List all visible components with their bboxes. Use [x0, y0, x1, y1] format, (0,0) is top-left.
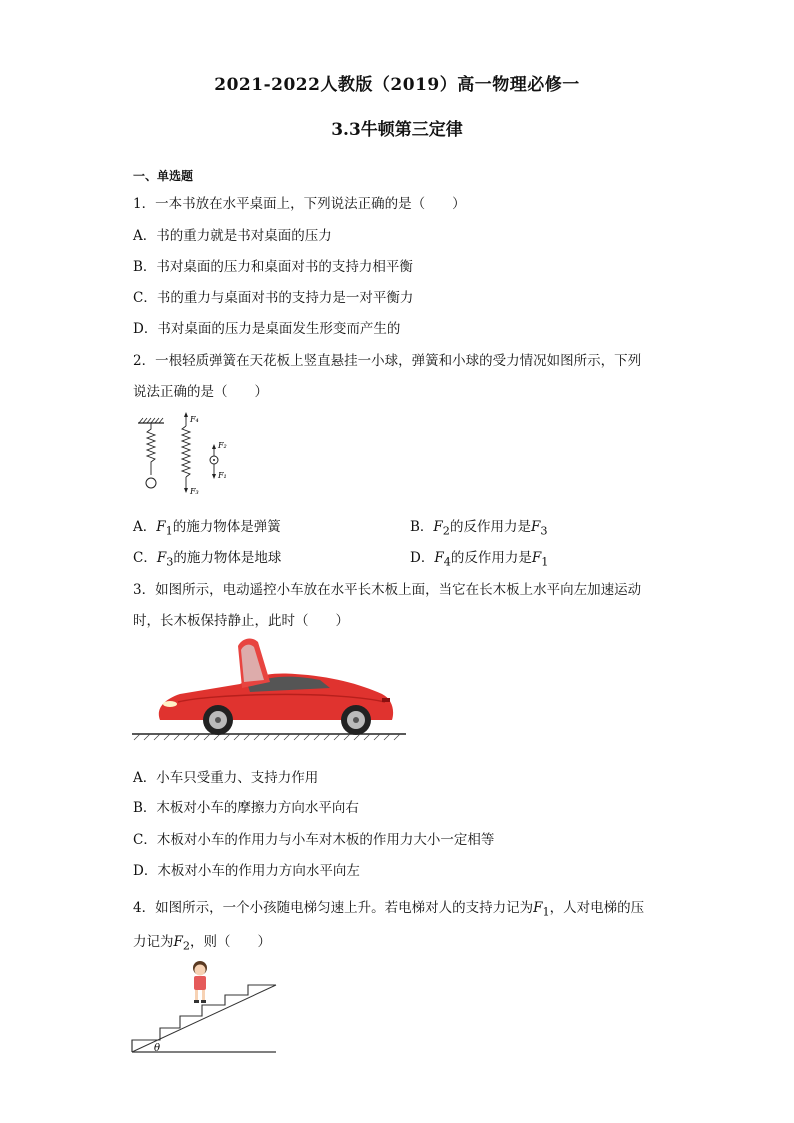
q4-stem-line2: 力记为$F_2$，则（ ） [133, 934, 272, 953]
spring-ball-force-diagram [130, 410, 240, 500]
q2-option-c: C．$F_3$的施力物体是地球 [133, 550, 282, 569]
q3-option-d: D．木板对小车的作用力方向水平向左 [133, 863, 360, 879]
q3-option-c: C．木板对小车的作用力与小车对木板的作用力大小一定相等 [133, 832, 495, 848]
q1-option-d: D．书对桌面的压力是桌面发生形变而产生的 [133, 321, 401, 337]
q3-stem-line1: 3．如图所示，电动遥控小车放在水平长木板上面，当它在长木板上水平向左加速运动 [133, 582, 642, 598]
child-icon [193, 961, 207, 1003]
document-subtitle: 3.3牛顿第三定律 [331, 120, 463, 140]
q2-stem-line1: 2．一根轻质弹簧在天花板上竖直悬挂一小球，弹簧和小球的受力情况如图所示，下列 [133, 353, 642, 369]
escalator-child-figure [130, 955, 280, 1060]
q2-option-a: A．$F_1$的施力物体是弹簧 [133, 519, 281, 538]
angle-theta-label: θ [154, 1043, 161, 1054]
q2-option-d: D．$F_4$的反作用力是$F_1$ [410, 550, 549, 569]
q2-option-b: B．$F_2$的反作用力是$F_3$ [410, 519, 548, 538]
section-heading: 一、单选题 [133, 169, 194, 183]
label-f3: F₃ [190, 487, 199, 496]
q3-option-a: A．小车只受重力、支持力作用 [133, 770, 319, 786]
q2-stem-line2: 说法正确的是（ ） [133, 384, 268, 400]
red-toy-car-on-board-figure [130, 632, 410, 747]
q4-stem-line1: 4．如图所示，一个小孩随电梯匀速上升。若电梯对人的支持力记为$F_1$，人对电梯的压 [133, 900, 645, 919]
q3-option-b: B．木板对小车的摩擦力方向水平向右 [133, 800, 359, 816]
q1-stem: 1．一本书放在水平桌面上，下列说法正确的是（ ） [133, 196, 466, 212]
label-f2: F₂ [218, 441, 227, 450]
q3-stem-line2: 时，长木板保持静止，此时（ ） [133, 613, 349, 629]
label-f1: F₁ [218, 471, 227, 480]
q1-option-b: B．书对桌面的压力和桌面对书的支持力相平衡 [133, 259, 413, 275]
label-f4: F₄ [190, 415, 199, 424]
q1-option-c: C．书的重力与桌面对书的支持力是一对平衡力 [133, 290, 414, 306]
document-title: 2021-2022人教版（2019）高一物理必修一 [214, 75, 580, 95]
q1-option-a: A．书的重力就是书对桌面的压力 [133, 228, 332, 244]
